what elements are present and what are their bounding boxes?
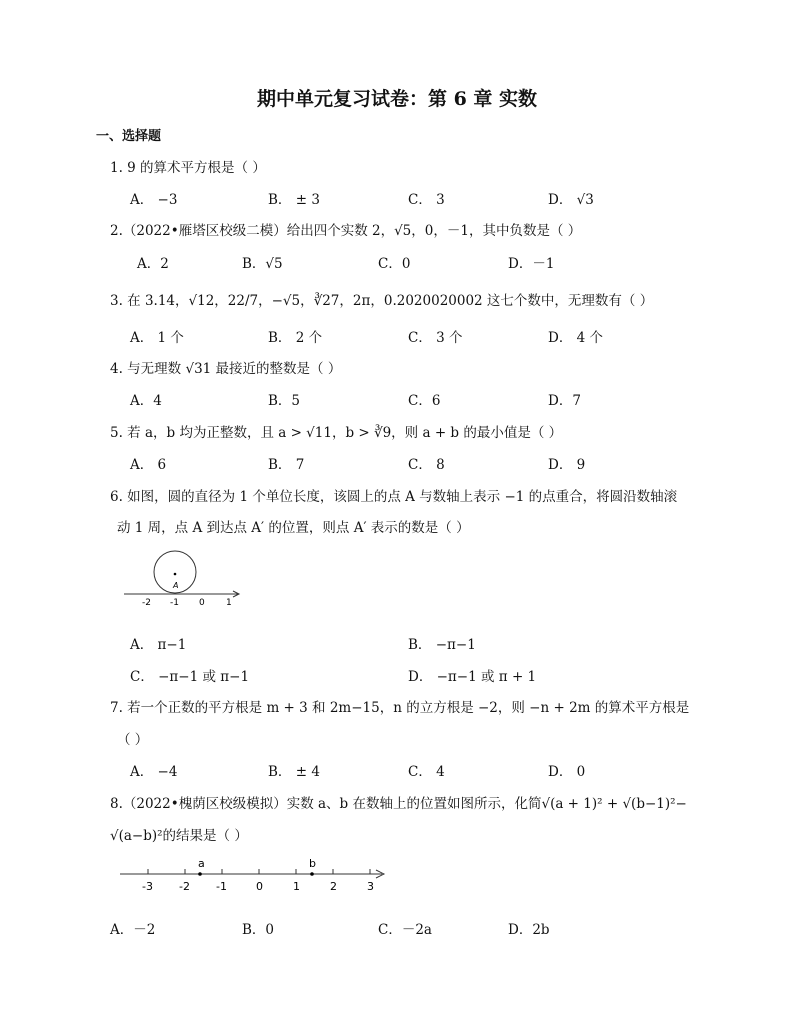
- q8-option-c: C．－2a: [378, 922, 432, 938]
- tick-label: -1: [170, 598, 179, 608]
- q6-number-line-figure: [118, 548, 248, 610]
- question-8-stem-line2: √(a−b)²的结果是（ ）: [110, 828, 248, 844]
- q4-option-d: D．7: [548, 393, 581, 409]
- question-2-stem: 2.（2022•雁塔区校级二模）给出四个实数 2，√5，0，－1，其中负数是（ ）: [110, 223, 582, 239]
- q3-option-c: C． 3 个: [408, 330, 463, 346]
- q6-option-a: A． π−1: [130, 637, 187, 653]
- question-3-stem: 3. 在 3.14，√12，22/7，−√5，∛27，2π，0.2020020002 这七个数中，无理数有（ ）: [110, 293, 654, 309]
- question-7-stem-line2: （ ）: [117, 732, 149, 748]
- q4-option-a: A．4: [130, 393, 162, 409]
- q5-option-a: A． 6: [130, 457, 167, 473]
- circle-center-dot: [174, 573, 177, 576]
- point-b-label: b: [309, 857, 316, 870]
- question-5-stem: 5. 若 a，b 均为正整数，且 a > √11，b > ∛9，则 a + b 的最小值是（ ）: [110, 425, 563, 441]
- q1-option-a: A． −3: [130, 192, 178, 208]
- q7-option-b: B． ± 4: [268, 764, 320, 780]
- q8-option-b: B．0: [242, 922, 275, 938]
- q6-option-c: C． −π−1 或 π−1: [130, 669, 250, 685]
- q5-option-c: C． 8: [408, 457, 445, 473]
- tick-label: -1: [216, 880, 227, 893]
- tick-label: -2: [142, 598, 151, 608]
- q7-option-c: C． 4: [408, 764, 445, 780]
- q3-option-a: A． 1 个: [130, 330, 184, 346]
- q8-option-d: D．2b: [508, 922, 550, 938]
- tick-label: 3: [367, 880, 374, 893]
- point-a-label: a: [198, 857, 205, 870]
- question-1-stem: 1. 9 的算术平方根是（ ）: [110, 160, 266, 176]
- q2-option-b: B．√5: [242, 256, 283, 272]
- point-a-dot: [198, 872, 202, 876]
- question-8-stem-line1: 8.（2022•槐荫区校级模拟）实数 a、b 在数轴上的位置如图所示，化简√(a + 1)² + √(b−1)²−: [110, 796, 687, 812]
- q2-option-a: A．2: [137, 256, 169, 272]
- tick-label: 1: [226, 598, 232, 608]
- page-title: 期中单元复习试卷：第 6 章 实数: [256, 88, 538, 110]
- q6-option-d: D． −π−1 或 π + 1: [408, 669, 537, 685]
- question-7-stem-line1: 7. 若一个正数的平方根是 m + 3 和 2m−15，n 的立方根是 −2，则 −n + 2m 的算术平方根是: [110, 700, 690, 716]
- q2-option-c: C．0: [378, 256, 411, 272]
- tick-label: 0: [199, 598, 205, 608]
- question-6-stem-line1: 6. 如图，圆的直径为 1 个单位长度，该圆上的点 A 与数轴上表示 −1 的点重合，将圆沿数轴滚: [110, 489, 678, 505]
- tick-label: 0: [256, 880, 263, 893]
- tick-label: -3: [142, 880, 153, 893]
- q8-option-a: A．－2: [110, 922, 156, 938]
- q2-option-d: D．－1: [508, 256, 555, 272]
- q1-option-d: D． √3: [548, 192, 594, 208]
- point-a-label: A: [173, 581, 179, 590]
- point-b-dot: [310, 872, 314, 876]
- tick-label: 1: [293, 880, 300, 893]
- q3-option-b: B． 2 个: [268, 330, 323, 346]
- q7-option-a: A． −4: [130, 764, 178, 780]
- q8-number-line-figure: [110, 854, 395, 896]
- q4-option-c: C．6: [408, 393, 441, 409]
- section-heading: 一、选择题: [96, 129, 162, 144]
- q3-option-d: D． 4 个: [548, 330, 603, 346]
- q1-option-c: C． 3: [408, 192, 445, 208]
- q6-option-b: B． −π−1: [408, 637, 476, 653]
- question-6-stem-line2: 动 1 周，点 A 到达点 A′ 的位置，则点 A′ 表示的数是（ ）: [117, 520, 470, 536]
- q7-option-d: D． 0: [548, 764, 586, 780]
- q5-option-b: B． 7: [268, 457, 305, 473]
- q5-option-d: D． 9: [548, 457, 586, 473]
- q1-option-b: B． ± 3: [268, 192, 320, 208]
- tick-label: 2: [330, 880, 337, 893]
- question-4-stem: 4. 与无理数 √31 最接近的整数是（ ）: [110, 361, 342, 377]
- q4-option-b: B．5: [268, 393, 301, 409]
- tick-label: -2: [179, 880, 190, 893]
